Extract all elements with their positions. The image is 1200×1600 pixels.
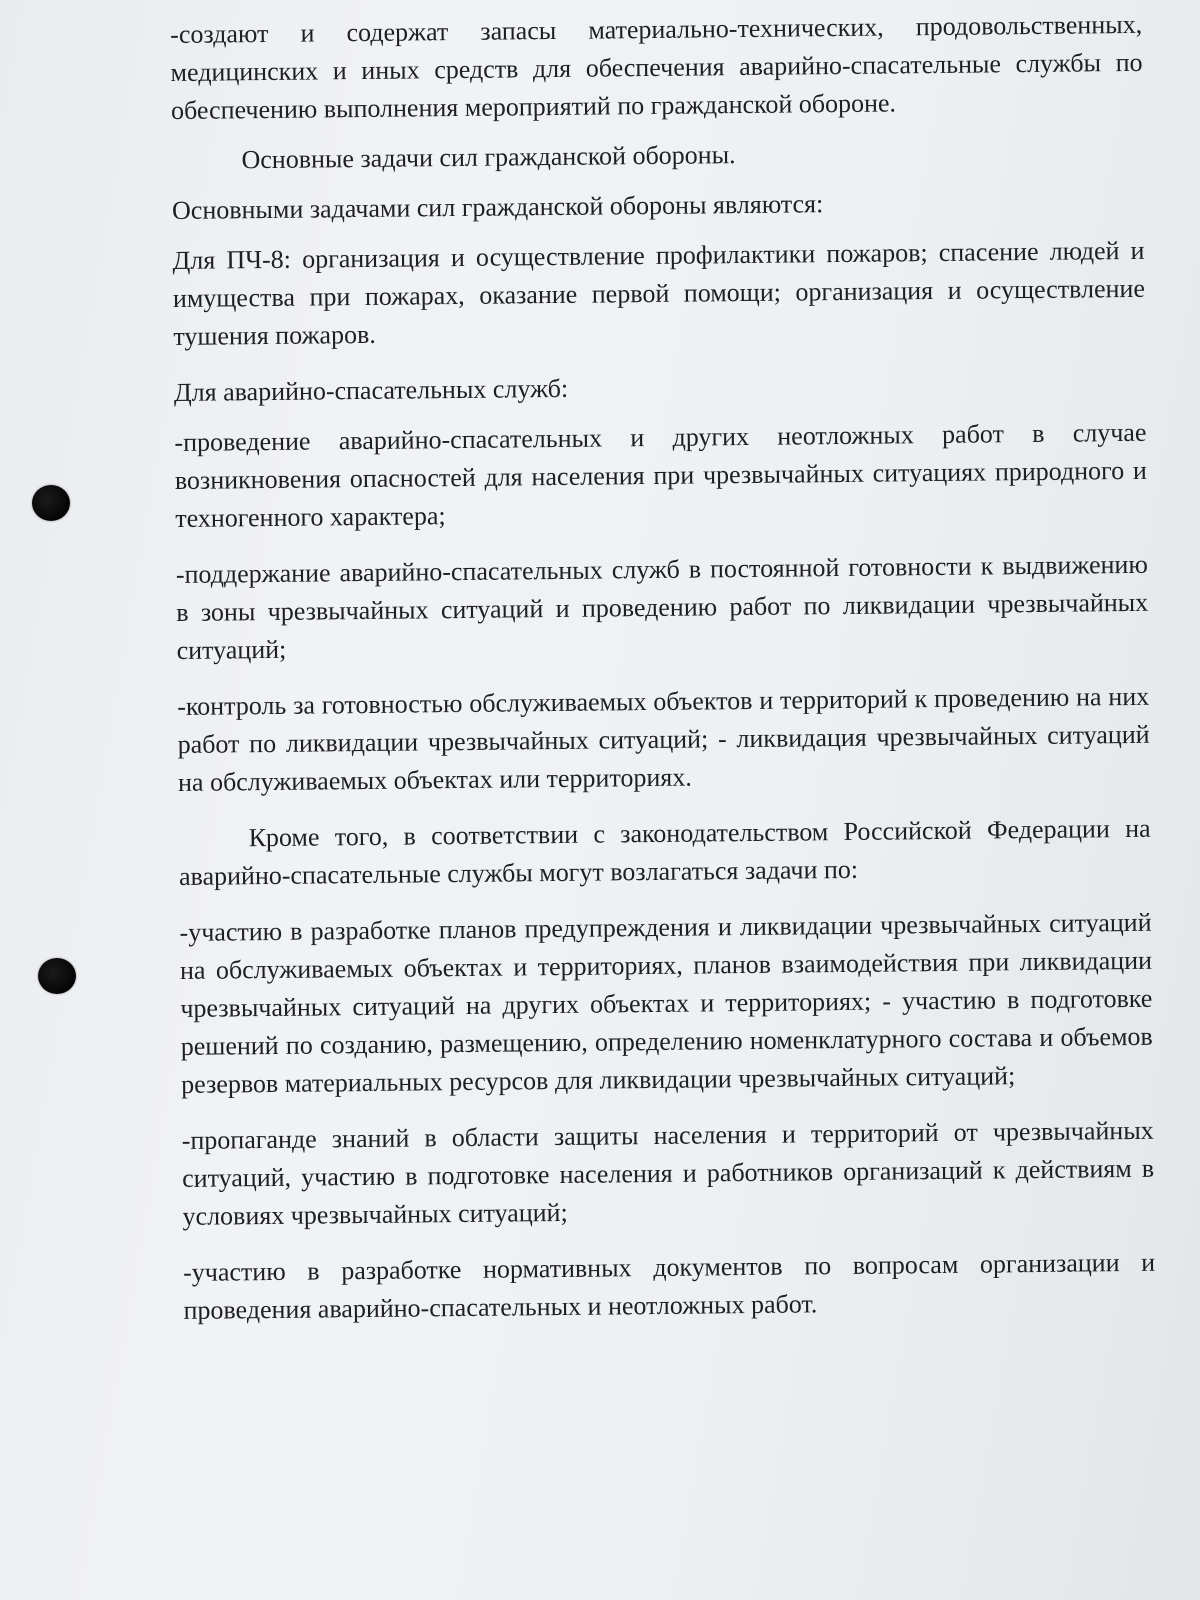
section-heading: Основные задачи сил гражданской обороны. [241, 140, 736, 175]
paragraph-rescue-services-heading: Для аварийно-спасательных служб: [173, 373, 569, 407]
paragraph-normative-docs: -участию в разработке нормативных документов по вопросам организации и проведения аварийно-спасательных и неотложных работ. [183, 1247, 1156, 1325]
paragraph-reserves: -создают и содержат запасы материально-технических, продовольственных, медицинских и иных средств для обеспечения аварийно-спасательные службы по обеспечению выполнения мероприятий по гражданской обороне. [170, 9, 1143, 125]
punch-hole [38, 958, 76, 994]
paragraph-additional-tasks: Кроме того, в соответствии с законодательством Российской Федерации на аварийно-спасательные службы могут возлагаться задачи по: [178, 813, 1151, 891]
paragraph-propaganda: -пропаганде знаний в области защиты населения и территорий от чрезвычайных ситуаций, участию в подготовке населения и работников организаций к действиям в условиях чрезвычайных ситуаций; [181, 1115, 1155, 1231]
paragraph-intro: Основными задачами сил гражданской обороны являются: [171, 189, 824, 225]
document-text [170, 6, 1156, 1348]
paragraph-pch8: Для ПЧ-8: организация и осуществление профилактики пожаров; спасение людей и имущества при пожарах, оказание первой помощи; организация и осуществление тушения пожаров. [172, 235, 1146, 351]
paragraph-control: -контроль за готовностью обслуживаемых объектов и территорий к проведению на них работ по ликвидации чрезвычайных ситуаций; - ликвидация чрезвычайных ситуаций на обслуживаемых объектах или территориях. [177, 681, 1150, 797]
paragraph-rescue-works: -проведение аварийно-спасательных и других неотложных работ в случае возникновения опасностей для населения при чрезвычайных ситуациях природного и техногенного характера; [174, 417, 1147, 533]
punch-hole [32, 485, 70, 521]
paragraph-readiness: -поддержание аварийно-спасательных служб в постоянной готовности к выдвижению в зоны чрезвычайных ситуаций и проведению работ по ликвидации чрезвычайных ситуаций; [175, 549, 1149, 665]
paragraph-planning: -участию в разработке планов предупреждения и ликвидации чрезвычайных ситуаций на обслуживаемых объектах и территориях, планов взаимодействия при ликвидации чрезвычайных ситуаций на других объектах и территориях; - участию в подготовке решений по созданию, размещению, определению номенклатурного состава и объемов резервов материальных ресурсов для ликвидации чрезвычайных ситуаций; [179, 907, 1153, 1099]
